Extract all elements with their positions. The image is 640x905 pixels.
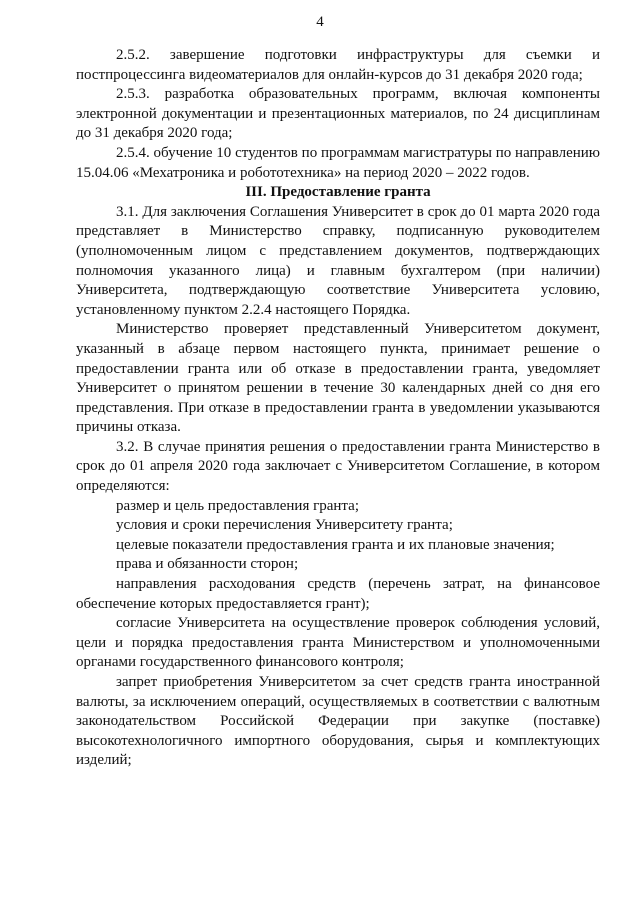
agreement-term-rights: права и обязанности сторон; [116, 556, 299, 573]
agreement-term-consent: согласие Университета на осуществление проверок соблюдения условий, цели и порядка предоставления гранта Министерством и уполномоченными органами государственного финансового контроля; [76, 615, 600, 671]
agreement-term-conditions: условия и сроки перечисления Университету гранта; [116, 517, 453, 534]
agreement-term-expenses: направления расходования средств (перечень затрат, на финансовое обеспечение которых предоставляется грант); [76, 576, 600, 612]
list-item-2-5-2: 2.5.2. завершение подготовки инфраструктуры для съемки и постпроцессинга видеоматериалов для онлайн-курсов до 31 декабря 2020 года; [76, 47, 600, 83]
list-item-2-5-3: 2.5.3. разработка образовательных программ, включая компоненты электронной документации и презентационных материалов, по 24 дисциплинам до 31 декабря 2020 года; [76, 86, 600, 142]
paragraph-3-1: 3.1. Для заключения Соглашения Университет в срок до 01 марта 2020 года представляет в Министерство справку, подписанную руководителем (уполномоченным лицом с представлением документов, подтверждающих полномочия указанного лица) и главным бухгалтером (при наличии) Университета, подтверждающую соответствие Университета условию, установленному пунктом 2.2.4 настоящего Порядка. [76, 203, 600, 318]
agreement-term-currency-ban: запрет приобретения Университетом за счет средств гранта иностранной валюты, за исключением операций, осуществляемых в соответствии с валютным законодательством Российской Федерации при закупке (поставке) высокотехнологичного импортного оборудования, сырья и комплектующих изделий; [76, 674, 600, 769]
page-number: 4 [316, 14, 324, 30]
list-item-2-5-4: 2.5.4. обучение 10 студентов по программам магистратуры по направлению 15.04.06 «Мехатроника и робототехника» на период 2020 – 2022 годов. [76, 144, 600, 181]
agreement-term-amount: размер и цель предоставления гранта; [116, 497, 359, 514]
document-body [76, 46, 600, 771]
agreement-term-indicators: целевые показатели предоставления гранта и их плановые значения; [116, 536, 555, 553]
paragraph-3-2: 3.2. В случае принятия решения о предоставлении гранта Министерство в срок до 01 апреля 2020 года заключает с Университетом Соглашение, в котором определяются: [76, 438, 600, 495]
paragraph-ministry-check: Министерство проверяет представленный Университетом документ, указанный в абзаце первом настоящего пункта, принимает решение о предоставлении гранта или об отказе в предоставлении гранта, уведомляет Университет о принятом решении в течение 30 календарных дней со дня его представления. При отказе в предоставлении гранта в уведомлении указываются причины отказа. [76, 321, 600, 436]
section-heading: III. Предоставление гранта [245, 184, 431, 201]
